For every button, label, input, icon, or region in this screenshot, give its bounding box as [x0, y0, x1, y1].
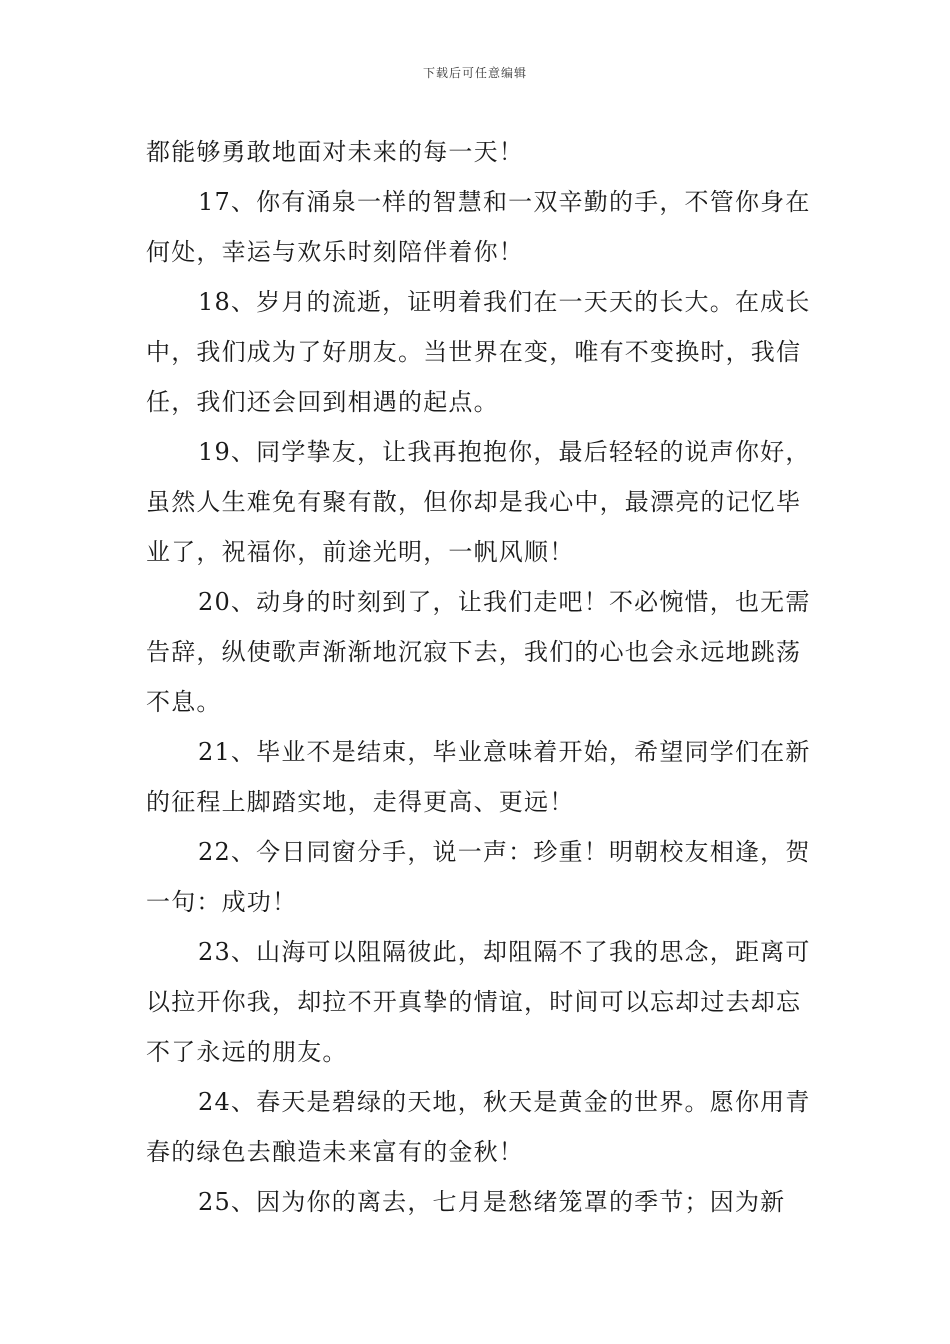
paragraph-17: 17、你有涌泉一样的智慧和一双辛勤的手，不管你身在何处，幸运与欢乐时刻陪伴着你！: [146, 188, 811, 266]
paragraph-21: 21、毕业不是结束，毕业意味着开始，希望同学们在新的征程上脚踏实地，走得更高、更远！: [146, 738, 811, 816]
paragraph-18: 18、岁月的流逝，证明着我们在一天天的长大。在成长中，我们成为了好朋友。当世界在变，唯有不变换时，我信任，我们还会回到相遇的起点。: [146, 288, 811, 416]
document-body: [146, 127, 826, 1227]
paragraph-24: 24、春天是碧绿的天地，秋天是黄金的世界。愿你用青春的绿色去酿造未来富有的金秋！: [146, 1088, 811, 1166]
paragraph-19: 19、同学挚友，让我再抱抱你，最后轻轻的说声你好，虽然人生难免有聚有散，但你却是我心中，最漂亮的记忆毕业了，祝福你，前途光明，一帆风顺！: [146, 438, 811, 566]
page-header: 下载后可任意编辑: [422, 66, 527, 80]
paragraph-25: 25、因为你的离去，七月是愁绪笼罩的季节；因为新: [198, 1188, 786, 1216]
paragraph-continuation: 都能够勇敢地面对未来的每一天！: [146, 138, 524, 166]
paragraph-22: 22、今日同窗分手，说一声：珍重！明朝校友相逢，贺一句：成功！: [146, 838, 811, 916]
paragraph-23: 23、山海可以阻隔彼此，却阻隔不了我的思念，距离可以拉开你我，却拉不开真挚的情谊，时间可以忘却过去却忘不了永远的朋友。: [146, 938, 811, 1066]
paragraph-20: 20、动身的时刻到了，让我们走吧！不必惋惜，也无需告辞，纵使歌声渐渐地沉寂下去，我们的心也会永远地跳荡不息。: [146, 588, 811, 716]
